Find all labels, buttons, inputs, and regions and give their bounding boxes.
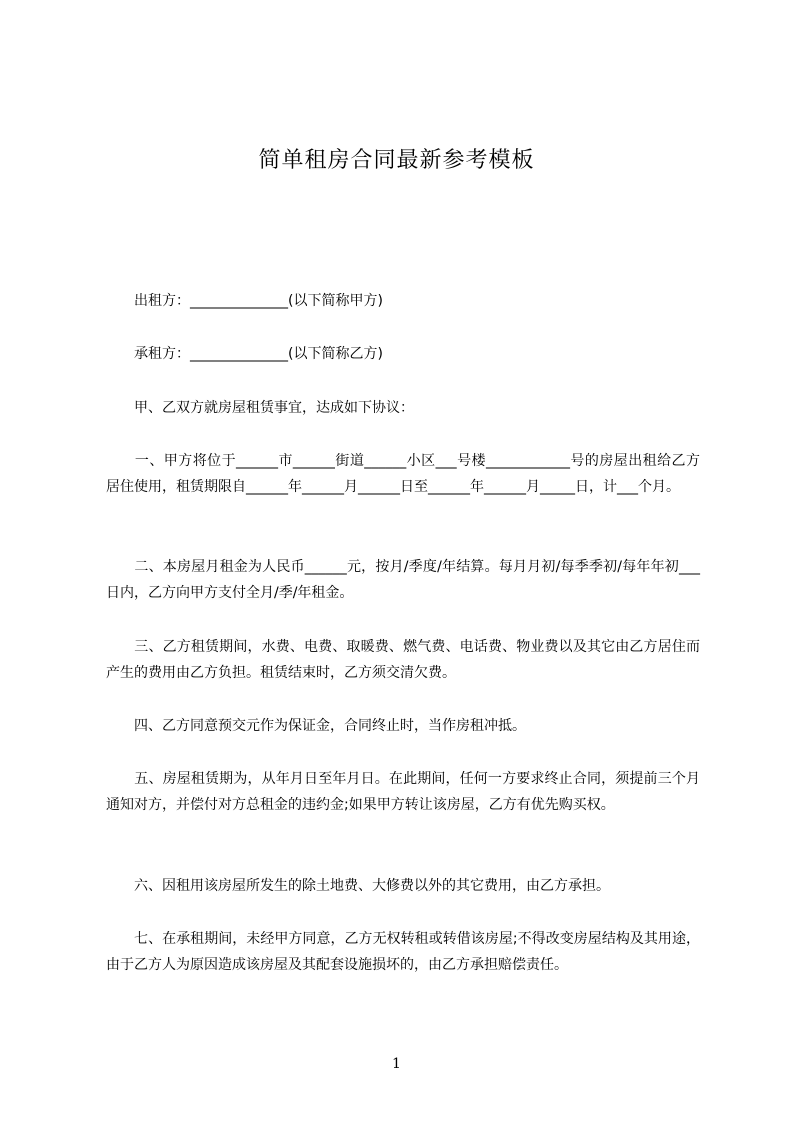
clause-5: 五、房屋租赁期为，从年月日至年月日。在此期间，任何一方要求终止合同，须提前三个月通知对方，并偿付对方总租金的违约金;如果甲方转让该房屋，乙方有优先购买权。 [106, 771, 700, 813]
page-number: 1 [392, 1056, 401, 1072]
clause-1: 一、甲方将位于______市______街道______小区___号楼____________号的房屋出租给乙方居住使用，租赁期限自______年______月______日至______年______月_____日，计___个月。 [106, 453, 700, 495]
clause-4: 四、乙方同意预交元作为保证金，合同终止时，当作房租冲抵。 [106, 718, 526, 734]
clause-7: 七、在承租期间，未经甲方同意，乙方无权转租或转借该房屋;不得改变房屋结构及其用途，由于乙方人为原因造成该房屋及其配套设施损坏的，由乙方承担赔偿责任。 [106, 931, 700, 973]
clause-3: 三、乙方租赁期间，水费、电费、取暖费、燃气费、电话费、物业费以及其它由乙方居住而产生的费用由乙方负担。租赁结束时，乙方须交清欠费。 [106, 639, 700, 681]
paragraph-lessee: 承租方：______________(以下简称乙方) [106, 346, 383, 362]
clause-6: 六、因租用该房屋所发生的除土地费、大修费以外的其它费用，由乙方承担。 [106, 878, 610, 894]
paragraph-intro: 甲、乙双方就房屋租赁事宜，达成如下协议： [106, 400, 414, 416]
paragraph-lessor: 出租方：______________(以下简称甲方) [106, 293, 383, 309]
document-title: 简单租房合同最新参考模板 [258, 148, 535, 173]
clause-2: 二、本房屋月租金为人民币______元，按月/季度/年结算。每月月初/每季季初/每年年初___日内，乙方向甲方支付全月/季/年租金。 [106, 559, 700, 601]
